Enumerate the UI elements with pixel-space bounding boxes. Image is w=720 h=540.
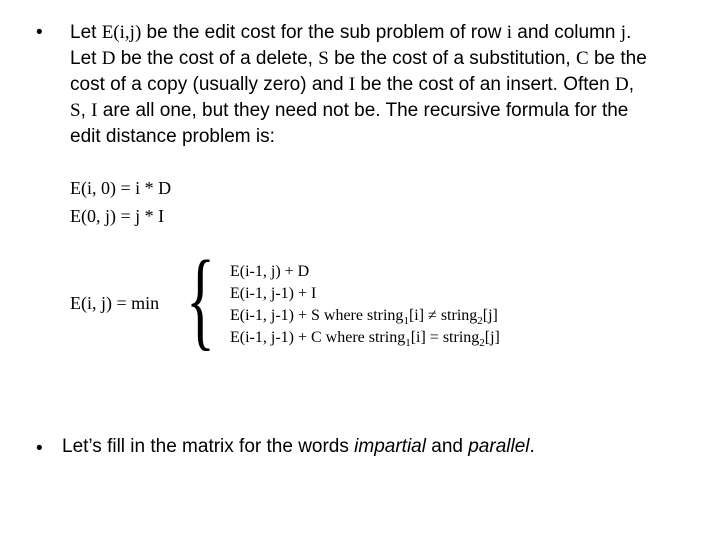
case-substitute: E(i-1, j-1) + S where string$_1$[i] ≠ string$_2$[j]: [230, 307, 498, 328]
curly-brace: {: [186, 238, 216, 360]
case-delete: E(i-1, j) + D: [230, 263, 310, 280]
word-parallel: parallel: [468, 436, 530, 457]
intro-line-4: S, I are all one, but they need not be. The recursive formula for the: [70, 100, 629, 121]
case-insert: E(i-1, j-1) + I: [230, 285, 317, 302]
case-copy: E(i-1, j-1) + C where string$_1$[i] = string$_2$[j]: [230, 329, 500, 350]
intro-paragraph: [70, 20, 710, 150]
bullet-1: •: [36, 22, 43, 43]
recursive-lhs: E(i, j) = min: [70, 293, 160, 313]
word-impartial: impartial: [354, 436, 426, 457]
intro-line-1: Let E(i,j) be the edit cost for the sub problem of row i and column j.: [70, 22, 632, 43]
intro-line-2: Let D be the cost of a delete, S be the cost of a substitution, C be the: [70, 48, 647, 69]
intro-line-3: cost of a copy (usually zero) and I be the cost of an insert. Often D,: [70, 74, 634, 95]
closing-line: Let’s fill in the matrix for the words impartial and parallel.: [62, 436, 535, 457]
intro-line-5: edit distance problem is:: [70, 126, 275, 147]
base-case-col: E(0, j) = j * I: [70, 206, 165, 226]
base-case-row: E(i, 0) = i * D: [70, 178, 172, 198]
bullet-2: •: [36, 438, 43, 459]
